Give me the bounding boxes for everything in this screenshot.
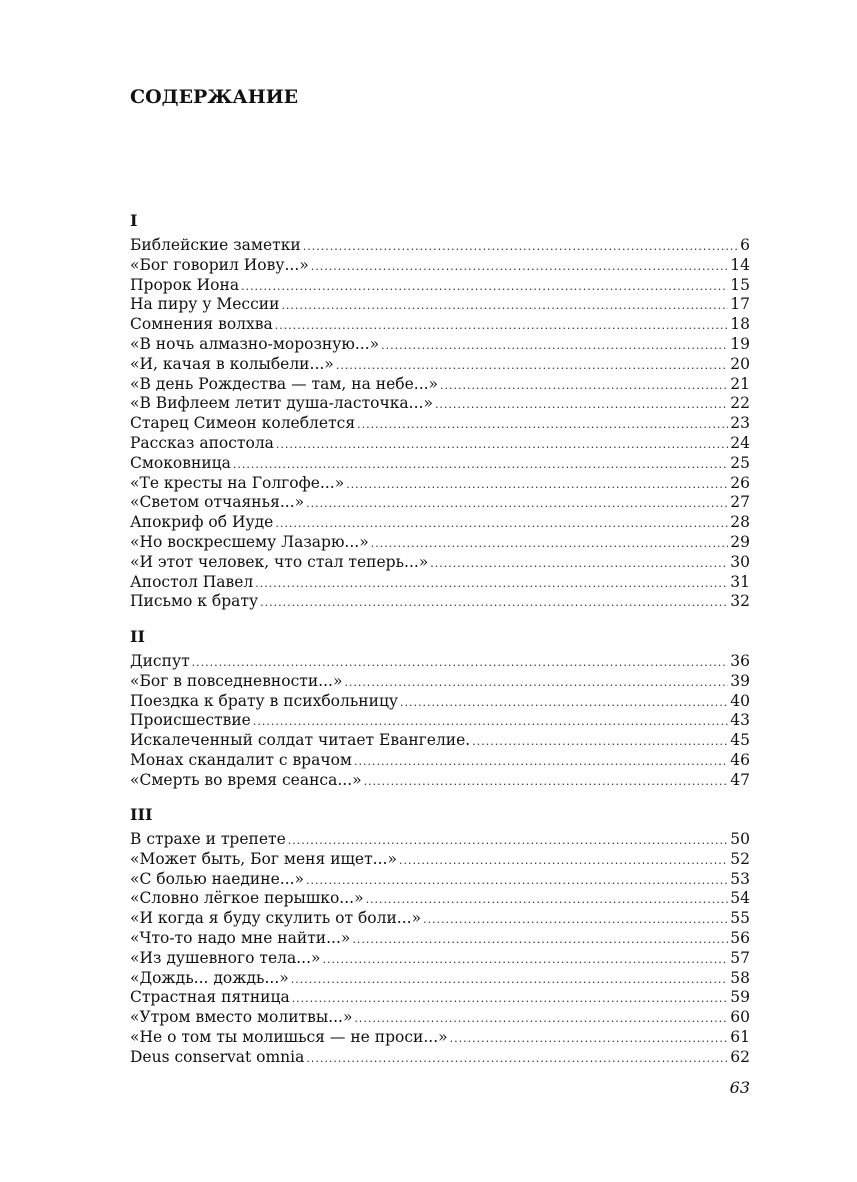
entry-title: Рассказ апостола: [130, 433, 274, 452]
entry-list: [130, 236, 750, 612]
toc-entry: [130, 1048, 750, 1068]
entry-title: Поездка к брату в психбольницу: [130, 691, 399, 710]
toc-entry: [130, 553, 750, 573]
entry-page-number: 23: [730, 414, 750, 433]
dot-leader: [260, 593, 728, 613]
toc-entry: [130, 474, 750, 494]
toc-section-1: [130, 206, 750, 612]
entry-page-number: 57: [730, 948, 750, 967]
dot-leader: [366, 890, 729, 910]
entry-title: Старец Симеон колеблется: [130, 414, 356, 433]
entry-page-number: 6: [740, 236, 750, 254]
entry-title: «И, качая в колыбели...»: [130, 354, 334, 373]
dot-leader: [253, 712, 728, 732]
entry-title: «В Вифлеем летит душа-ласточка...»: [130, 394, 433, 413]
dot-leader: [344, 673, 728, 693]
toc-entry: [130, 988, 750, 1008]
dot-leader: [255, 574, 728, 594]
dot-leader: [323, 950, 729, 970]
dot-leader: [352, 930, 728, 950]
dot-leader: [241, 277, 728, 297]
entry-title: «И этот человек, что стал теперь...»: [130, 552, 429, 571]
dot-leader: [192, 653, 729, 673]
dot-leader: [357, 415, 728, 435]
entry-title: «В ночь алмазно-морозную...»: [130, 334, 380, 353]
entry-page-number: 22: [730, 394, 750, 413]
entry-page-number: 60: [730, 1008, 750, 1027]
entry-page-number: 58: [730, 968, 750, 987]
toc-entry: [130, 335, 750, 355]
entry-title: Диспут: [130, 652, 190, 670]
toc-entry: [130, 454, 750, 474]
dot-leader: [435, 395, 728, 415]
dot-leader: [450, 1029, 729, 1049]
dot-leader: [306, 494, 728, 514]
dot-leader: [275, 316, 729, 336]
toc-entry: [130, 692, 750, 712]
page-number: 63: [729, 1078, 750, 1097]
entry-page-number: 14: [730, 255, 750, 274]
entry-title: «Но воскресшему Лазарю...»: [130, 532, 369, 551]
entry-title: Происшествие: [130, 711, 251, 730]
toc-entry: [130, 711, 750, 731]
entry-page-number: 54: [730, 889, 750, 908]
entry-title: Библейские заметки: [130, 236, 301, 254]
entry-title: «Может быть, Бог меня ищет...»: [130, 849, 397, 868]
dot-leader: [440, 376, 728, 396]
entry-page-number: 18: [730, 315, 750, 334]
toc-entry: [130, 256, 750, 276]
toc-entry: [130, 929, 750, 949]
entry-page-number: 39: [730, 671, 750, 690]
dot-leader: [276, 435, 728, 455]
toc-entry: [130, 315, 750, 335]
entry-page-number: 45: [730, 731, 750, 750]
entry-title: На пиру у Мессии: [130, 295, 280, 314]
entry-title: «Словно лёгкое перышко...»: [130, 889, 364, 908]
entry-page-number: 21: [730, 374, 750, 393]
dot-leader: [306, 871, 728, 891]
dot-leader: [381, 336, 728, 356]
entry-page-number: 46: [730, 750, 750, 769]
toc-entry: [130, 355, 750, 375]
dot-leader: [275, 514, 728, 534]
toc-entry: [130, 731, 750, 751]
entry-page-number: 24: [730, 433, 750, 452]
entry-title: «Бог говорил Иову...»: [130, 255, 309, 274]
section-number: II: [130, 627, 145, 646]
entry-page-number: 47: [730, 770, 750, 789]
entry-title: Апостол Павел: [130, 572, 254, 591]
dot-leader: [430, 554, 728, 574]
toc-section-3: [130, 800, 750, 1068]
dot-leader: [354, 1009, 728, 1029]
toc-entry: [130, 394, 750, 414]
dot-leader: [364, 772, 729, 792]
entry-page-number: 32: [730, 592, 750, 611]
page-title: СОДЕРЖАНИЕ: [130, 86, 299, 108]
toc-entry: [130, 889, 750, 909]
toc-entry: [130, 771, 750, 791]
toc-entry: [130, 236, 750, 256]
toc-entry: [130, 949, 750, 969]
entry-title: Смоковница: [130, 453, 231, 472]
dot-leader: [346, 475, 728, 495]
toc-entry: [130, 592, 750, 612]
toc-entry: [130, 969, 750, 989]
toc-entry: [130, 909, 750, 929]
dot-leader: [336, 356, 728, 376]
entry-title: «Из душевного тела...»: [130, 948, 321, 967]
entry-page-number: 27: [730, 493, 750, 512]
entry-list: [130, 830, 750, 1068]
entry-title: «И когда я буду скулить от боли...»: [130, 909, 422, 928]
toc-entry: [130, 493, 750, 513]
entry-title: Монах скандалит с врачом: [130, 750, 352, 769]
dot-leader: [371, 534, 729, 554]
dot-leader: [291, 970, 729, 990]
entry-title: Искалеченный солдат читает Евангелие.: [130, 731, 471, 750]
toc-entry: [130, 1008, 750, 1028]
entry-title: «В день Рождества — там, на небе...»: [130, 374, 439, 393]
toc-entry: [130, 751, 750, 771]
toc-entry: [130, 434, 750, 454]
entry-page-number: 40: [730, 691, 750, 710]
entry-title: «Те кресты на Голгофе...»: [130, 473, 345, 492]
dot-leader: [354, 752, 728, 772]
entry-title: «Не о том ты молишься — не проси...»: [130, 1027, 448, 1046]
toc-entry: [130, 672, 750, 692]
toc-entry: [130, 276, 750, 296]
entry-page-number: 55: [730, 909, 750, 928]
entry-title: «Утром вместо молитвы...»: [130, 1008, 353, 1027]
dot-leader: [303, 237, 738, 257]
section-number: I: [130, 211, 138, 230]
entry-page-number: 52: [730, 849, 750, 868]
entry-title: «Что-то надо мне найти...»: [130, 928, 351, 947]
dot-leader: [281, 296, 728, 316]
entry-list: [130, 652, 750, 791]
toc-entry: [130, 513, 750, 533]
entry-page-number: 19: [730, 334, 750, 353]
toc-entry: [130, 850, 750, 870]
dot-leader: [472, 732, 728, 752]
entry-page-number: 30: [730, 552, 750, 571]
entry-title: Письмо к брату: [130, 592, 259, 611]
dot-leader: [288, 831, 729, 851]
dot-leader: [311, 257, 729, 277]
dot-leader: [233, 455, 728, 475]
entry-page-number: 36: [730, 652, 750, 670]
entry-page-number: 56: [730, 928, 750, 947]
entry-page-number: 25: [730, 453, 750, 472]
toc-entry: [130, 295, 750, 315]
entry-page-number: 50: [730, 830, 750, 848]
entry-page-number: 31: [730, 572, 750, 591]
section-number: III: [130, 805, 153, 824]
entry-title: Страстная пятница: [130, 988, 290, 1007]
entry-page-number: 53: [730, 869, 750, 888]
dot-leader: [399, 851, 728, 871]
dot-leader: [292, 989, 729, 1009]
entry-title: Сомнения волхва: [130, 315, 273, 334]
entry-page-number: 62: [730, 1047, 750, 1066]
entry-page-number: 59: [730, 988, 750, 1007]
entry-title: «Светом отчаянья...»: [130, 493, 305, 512]
toc-entry: [130, 533, 750, 553]
entry-title: В страхе и трепете: [130, 830, 286, 848]
entry-title: Пророк Иона: [130, 275, 240, 294]
toc-entry: [130, 830, 750, 850]
dot-leader: [400, 693, 728, 713]
entry-page-number: 17: [730, 295, 750, 314]
entry-page-number: 20: [730, 354, 750, 373]
entry-page-number: 26: [730, 473, 750, 492]
entry-title: «С болью наедине...»: [130, 869, 305, 888]
dot-leader: [306, 1049, 728, 1069]
entry-title: «Бог в повседневности...»: [130, 671, 343, 690]
entry-page-number: 61: [730, 1027, 750, 1046]
entry-title: Deus conservat omnia: [130, 1047, 305, 1066]
toc-entry: [130, 1028, 750, 1048]
toc-entry: [130, 870, 750, 890]
dot-leader: [423, 910, 728, 930]
toc-section-2: [130, 622, 750, 791]
toc-entry: [130, 375, 750, 395]
entry-title: «Смерть во время сеанса...»: [130, 770, 362, 789]
entry-page-number: 43: [730, 711, 750, 730]
entry-page-number: 28: [730, 513, 750, 532]
toc-entry: [130, 652, 750, 672]
entry-title: «Дождь... дождь...»: [130, 968, 289, 987]
toc-entry: [130, 414, 750, 434]
entry-page-number: 29: [730, 532, 750, 551]
toc-entry: [130, 573, 750, 593]
entry-title: Апокриф об Иуде: [130, 513, 274, 532]
entry-page-number: 15: [730, 275, 750, 294]
